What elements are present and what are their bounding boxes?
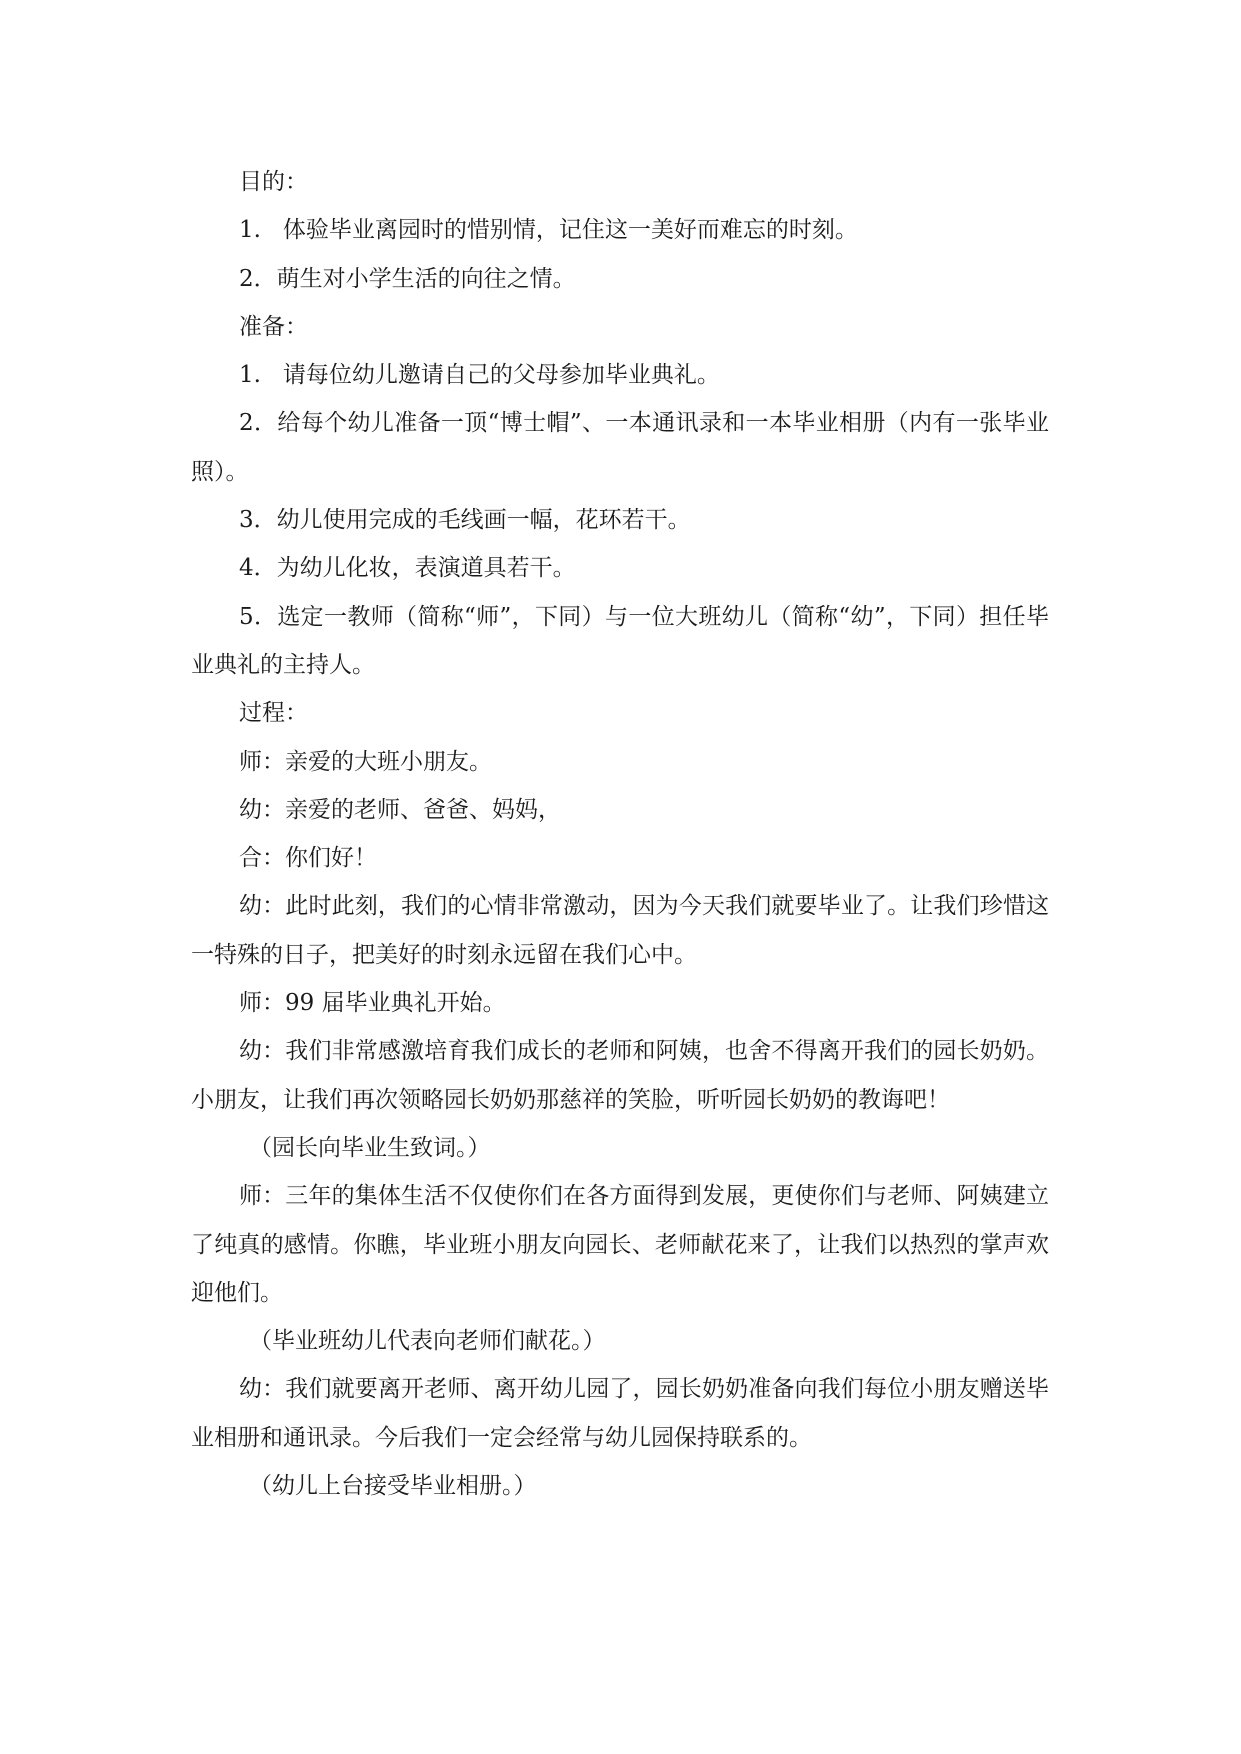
dialogue-line: 幼：亲爱的老师、爸爸、妈妈， [239,796,561,823]
purpose-item-1: 1. 体验毕业离园时的惜别情，记住这一美好而难忘的时刻。 [239,217,858,244]
stage-direction: （毕业班幼儿代表向老师们献花。） [249,1328,606,1355]
preparation-item-3: 3．幼儿使用完成的毛线画一幅，花环若干。 [239,507,691,534]
stage-direction: （幼儿上台接受毕业相册。） [249,1473,537,1500]
stage-direction: （园长向毕业生致词。） [249,1134,491,1161]
dialogue-line: 师：99 届毕业典礼开始。 [239,990,506,1017]
dialogue-line: 合：你们好！ [239,845,377,872]
preparation-item-4: 4．为幼儿化妆，表演道具若干。 [239,555,576,582]
dialogue-line: 师：三年的集体生活不仅使你们在各方面得到发展，更使你们与老师、阿姨建立了纯真的感情。你瞧，毕业班小朋友向园长、老师献花来了，让我们以热烈的掌声欢迎他们。 [191,1183,1049,1306]
dialogue-line: 师：亲爱的大班小朋友。 [239,748,492,775]
preparation-item-1: 1. 请每位幼儿邀请自己的父母参加毕业典礼。 [239,362,720,389]
purpose-item-2: 2．萌生对小学生活的向往之情。 [239,265,576,292]
preparation-item-5: 5．选定一教师（简称“师”，下同）与一位大班幼儿（简称“幼”，下同）担任毕业典礼的主持人。 [191,603,1049,678]
dialogue-line: 幼：我们非常感激培育我们成长的老师和阿姨，也舍不得离开我们的园长奶奶。小朋友，让我们再次领略园长奶奶那慈祥的笑脸，听听园长奶奶的教诲吧！ [191,1038,1049,1113]
heading-preparation: 准备： [239,313,308,340]
heading-process: 过程： [239,700,308,727]
dialogue-line: 幼：此时此刻，我们的心情非常激动，因为今天我们就要毕业了。让我们珍惜这一特殊的日子，把美好的时刻永远留在我们心中。 [191,893,1049,968]
preparation-item-2: 2．给每个幼儿准备一顶“博士帽”、一本通讯录和一本毕业相册（内有一张毕业照）。 [191,410,1049,485]
dialogue-line: 幼：我们就要离开老师、离开幼儿园了，园长奶奶准备向我们每位小朋友赠送毕业相册和通讯录。今后我们一定会经常与幼儿园保持联系的。 [191,1376,1049,1451]
heading-purpose: 目的： [239,169,308,195]
document-body [191,158,1049,1510]
